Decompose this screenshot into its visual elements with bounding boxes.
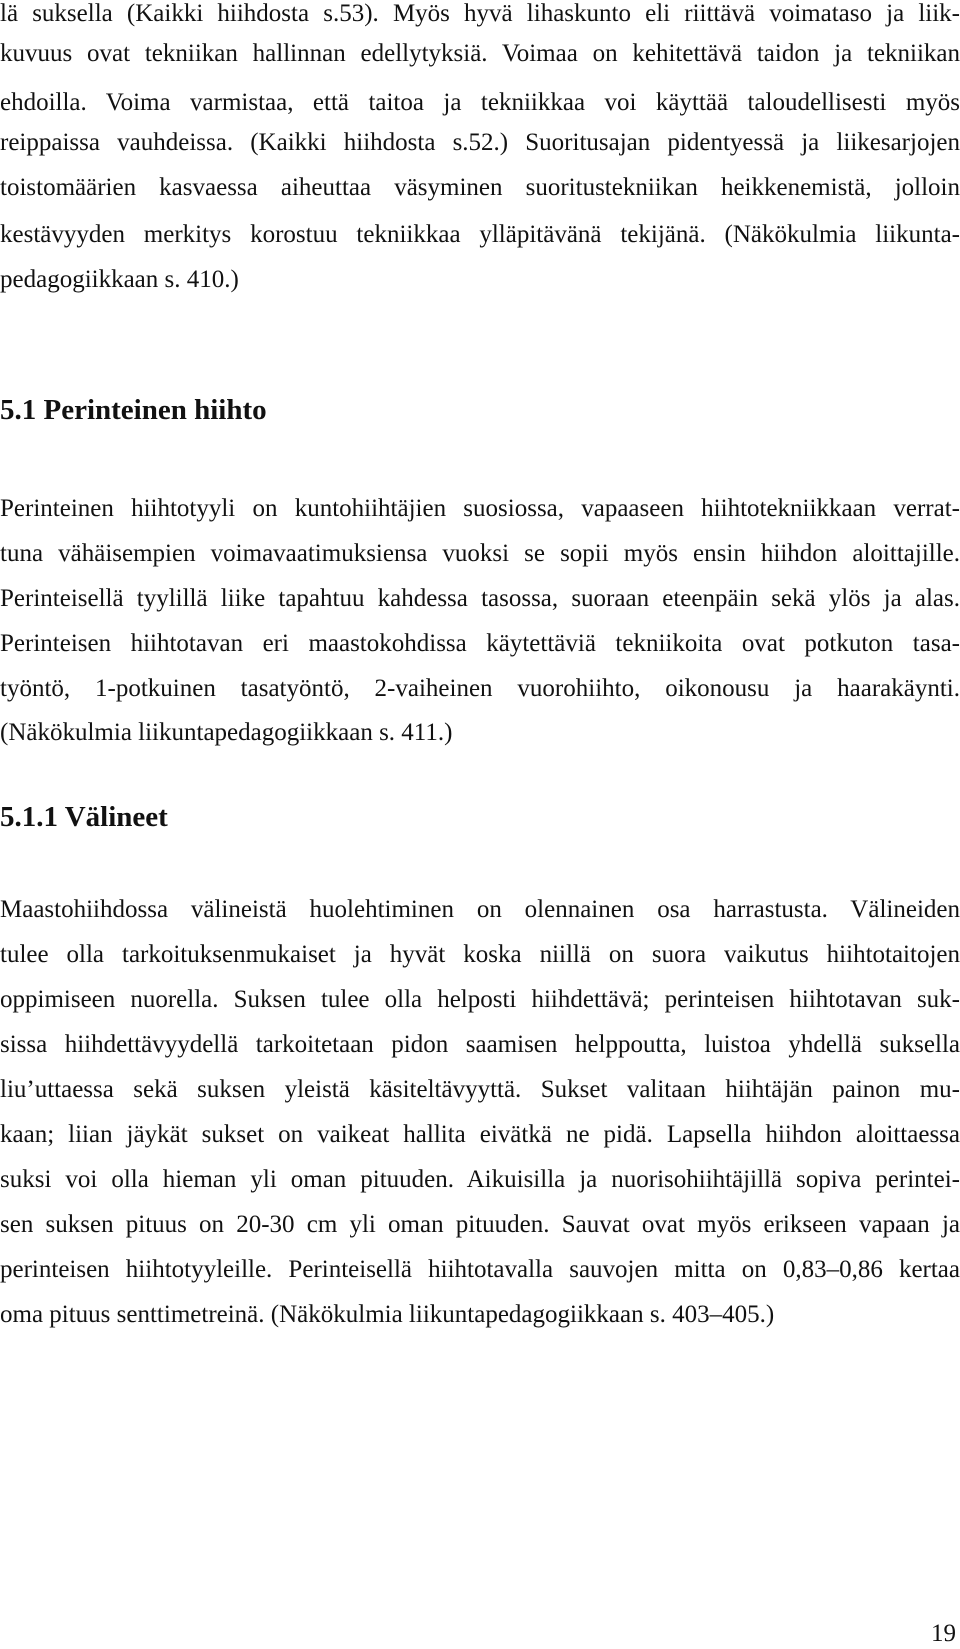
paragraph-line: suksi voi olla hieman yli oman pituuden. Aikuisilla ja nuorisohiihtäjillä sopiva perintei- bbox=[0, 1166, 960, 1193]
paragraph-line: työntö, 1-potkuinen tasatyöntö, 2-vaiheinen vuorohiihto, oikonousu ja haarakäynti. bbox=[0, 675, 960, 702]
paragraph-line: oppimiseen nuorella. Suksen tulee olla helposti hiihdettävä; perinteisen hiihtotavan suk- bbox=[0, 986, 960, 1013]
paragraph-line: tuna vähäisempien voimavaatimuksiensa vuoksi se sopii myös ensin hiihdon aloittajille. bbox=[0, 540, 960, 567]
paragraph-line: kestävyyden merkitys korostuu tekniikkaa ylläpitävänä tekijänä. (Näkökulmia liikunta- bbox=[0, 221, 960, 248]
paragraph-line: reippaissa vauhdeissa. (Kaikki hiihdosta s.52.) Suoritusajan pidentyessä ja liikesarjojen bbox=[0, 129, 960, 156]
paragraph-line: pedagogiikkaan s. 410.) bbox=[0, 266, 239, 293]
paragraph-line: liu’uttaessa sekä suksen yleistä käsiteltävyyttä. Sukset valitaan hiihtäjän painon mu- bbox=[0, 1076, 960, 1103]
paragraph-line: ehdoilla. Voima varmistaa, että taitoa ja tekniikkaa voi käyttää taloudellisesti myös bbox=[0, 89, 960, 116]
paragraph-line: oma pituus senttimetreinä. (Näkökulmia liikuntapedagogiikkaan s. 403–405.) bbox=[0, 1301, 775, 1328]
paragraph-line: toistomäärien kasvaessa aiheuttaa väsyminen suoritustekniikan heikkenemistä, jolloin bbox=[0, 174, 960, 201]
paragraph-line: (Näkökulmia liikuntapedagogiikkaan s. 411.) bbox=[0, 719, 453, 746]
paragraph-line: kuvuus ovat tekniikan hallinnan edellytyksiä. Voimaa on kehitettävä taidon ja tekniikan bbox=[0, 40, 960, 67]
subsection-heading: 5.1.1 Välineet bbox=[0, 801, 168, 833]
paragraph-line: Maastohiihdossa välineistä huolehtiminen on olennainen osa harrastusta. Välineiden bbox=[0, 896, 960, 923]
paragraph-line: Perinteinen hiihtotyyli on kuntohiihtäjien suosiossa, vapaaseen hiihtotekniikkaan verrat- bbox=[0, 495, 960, 522]
paragraph-line: tulee olla tarkoituksenmukaiset ja hyvät koska niillä on suora vaikutus hiihtotaitojen bbox=[0, 941, 960, 968]
paragraph-line: sen suksen pituus on 20-30 cm yli oman pituuden. Sauvat ovat myös erikseen vapaan ja bbox=[0, 1211, 960, 1238]
section-heading: 5.1 Perinteinen hiihto bbox=[0, 394, 267, 426]
paragraph-line: perinteisen hiihtotyyleille. Perinteisellä hiihtotavalla sauvojen mitta on 0,83–0,86 kertaa bbox=[0, 1256, 960, 1283]
page-number: 19 bbox=[931, 1620, 956, 1647]
paragraph-line: Perinteisen hiihtotavan eri maastokohdissa käytettäviä tekniikoita ovat potkuton tasa- bbox=[0, 630, 960, 657]
paragraph-line: Perinteisellä tyylillä liike tapahtuu kahdessa tasossa, suoraan eteenpäin sekä ylös ja alas. bbox=[0, 585, 960, 612]
paragraph-line: kaan; liian jäykät sukset on vaikeat hallita eivätkä ne pidä. Lapsella hiihdon aloittaessa bbox=[0, 1121, 960, 1148]
paragraph-line: sissa hiihdettävyydellä tarkoitetaan pidon saamisen helppoutta, luistoa yhdellä suksella bbox=[0, 1031, 960, 1058]
paragraph-line: lä suksella (Kaikki hiihdosta s.53). Myös hyvä lihaskunto eli riittävä voimataso ja liik- bbox=[0, 0, 960, 27]
